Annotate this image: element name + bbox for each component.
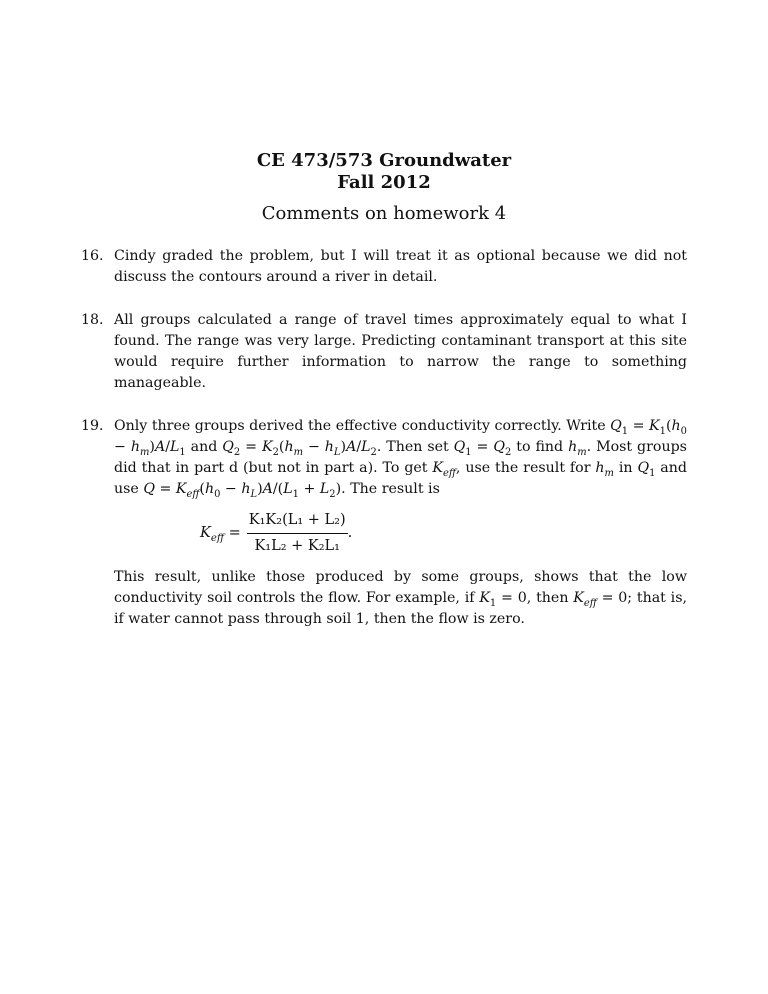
- item-number: 19.: [81, 418, 104, 434]
- comment-item-18: [81, 310, 687, 394]
- item-number: 16.: [81, 248, 104, 264]
- fraction-denominator: K₁L₂ + K₂L₁: [254, 538, 340, 554]
- item-text: All groups calculated a range of travel times approximately equal to what I found. The range was very large. Predicting contaminant transport at this site would require further information to narrow the range to something manageable.: [114, 312, 687, 391]
- comment-item-16: [81, 246, 687, 288]
- term-title: Fall 2012: [337, 172, 431, 193]
- fraction-numerator: K₁K₂(L₁ + L₂): [247, 510, 348, 534]
- item-paragraph-1: Only three groups derived the effective conductivity correctly. Write $Q_1 = K_1(h_0 - h_m)A/L_1$ and $Q_2 = K_2(h_m - h_L)A/L_2$. Then set $Q_1 = Q_2$ to find $h_m$. Most groups did that in part d (but not in part a). To get $K_{eff}$, use the result for $h_m$ in $Q_1$ and use $Q = K_{eff}(h_0 - h_L)A/(L_1 + L_2)$. The result is: [114, 418, 687, 500]
- item-number: 18.: [81, 312, 104, 328]
- item-paragraph-2: This result, unlike those produced by some groups, shows that the low conductivity soil controls the flow. For example, if $K_1 = 0$, then $K_{eff} = 0$; that is, if water cannot pass through soil 1, then the flow is zero.: [114, 569, 688, 627]
- equation-lhs: $K_{eff}$: [200, 525, 225, 544]
- title-block: [0, 150, 768, 226]
- item-text: Cindy graded the problem, but I will treat it as optional because we did not discuss the contours around a river in detail.: [114, 248, 687, 285]
- comment-item-19: [81, 416, 687, 630]
- document-subtitle: Comments on homework 4: [261, 203, 507, 224]
- comment-list: [81, 246, 687, 652]
- effective-conductivity-equation: $K_{eff}$ = $\frac{\text{K₁K₂(L₁ + L₂)}}{\text{K₁L₂ + K₂L₁}}$ .: [200, 510, 687, 557]
- equation-fraction: [247, 510, 348, 557]
- course-title: CE 473/573 Groundwater: [256, 150, 512, 171]
